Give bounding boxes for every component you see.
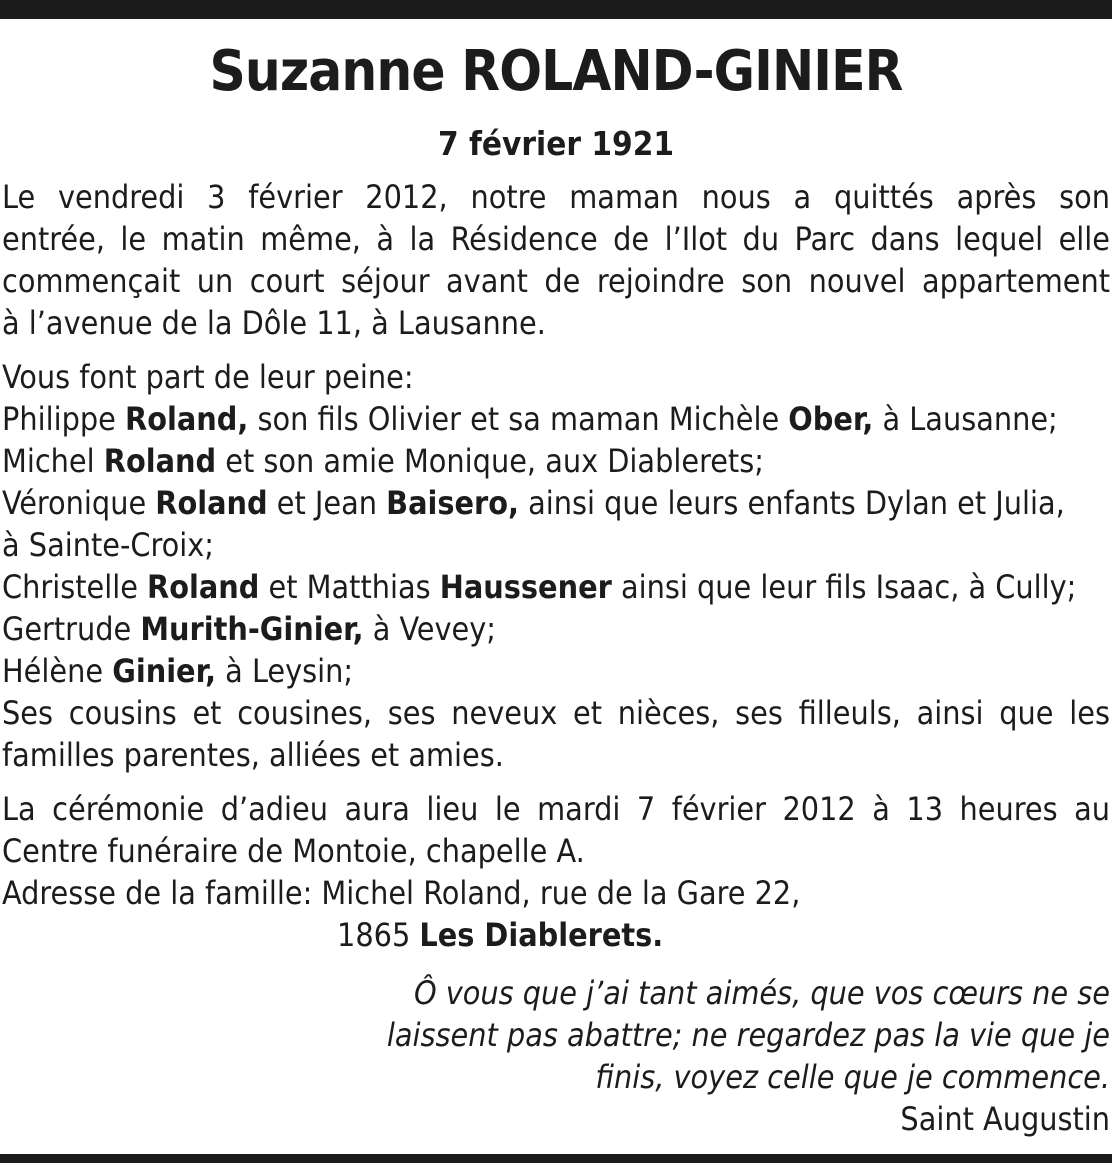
- mourner-line: Hélène Ginier, à Leysin;: [2, 652, 354, 690]
- bottom-rule: [0, 1154, 1112, 1163]
- quote-line: laissent pas abattre; ne regardez pas la vie que je: [386, 1016, 1110, 1054]
- quote-line: finis, voyez celle que je commence.: [595, 1058, 1110, 1096]
- mourner-line: Michel Roland et son amie Monique, aux Diablerets;: [2, 442, 764, 480]
- quote-author: Saint Augustin: [900, 1100, 1110, 1138]
- birth-date: 7 février 1921: [437, 124, 675, 163]
- notice-body: [2, 176, 1110, 956]
- relatives-line: Ses cousins et cousines, ses neveux et nièces, ses filleuls, ainsi que les: [2, 694, 1110, 732]
- mourner-line: Philippe Roland, son fils Olivier et sa maman Michèle Ober, à Lausanne;: [2, 400, 1058, 438]
- mourner-line: Christelle Roland et Matthias Haussener ainsi que leur fils Isaac, à Cully;: [2, 568, 1077, 606]
- intro-line: entrée, le matin même, à la Résidence de l’Ilot du Parc dans lequel elle: [2, 220, 1110, 258]
- family-address-city: 1865 Les Diablerets.: [337, 916, 664, 954]
- top-rule: [0, 0, 1112, 19]
- intro-line: Le vendredi 3 février 2012, notre maman nous a quittés après son: [2, 178, 1110, 216]
- intro-line: commençait un court séjour avant de rejoindre son nouvel appartement: [2, 262, 1110, 300]
- mourner-line: Véronique Roland et Jean Baisero, ainsi que leurs enfants Dylan et Julia,: [2, 484, 1065, 522]
- intro-line: à l’avenue de la Dôle 11, à Lausanne.: [2, 304, 546, 342]
- closing-quote: [310, 972, 1110, 1140]
- deceased-name: Suzanne ROLAND-GINIER: [209, 39, 903, 104]
- mourner-line: à Sainte-Croix;: [2, 526, 214, 564]
- relatives-line: familles parentes, alliées et amies.: [2, 736, 504, 774]
- mourner-line: Gertrude Murith-Ginier, à Vevey;: [2, 610, 496, 648]
- family-address: Adresse de la famille: Michel Roland, rue de la Gare 22,: [2, 874, 801, 912]
- ceremony-line: Centre funéraire de Montoie, chapelle A.: [2, 832, 585, 870]
- quote-line: Ô vous que j’ai tant aimés, que vos cœurs ne se: [413, 974, 1110, 1012]
- mourners-intro: Vous font part de leur peine:: [2, 358, 414, 396]
- ceremony-line: La cérémonie d’adieu aura lieu le mardi 7 février 2012 à 13 heures au: [2, 790, 1110, 828]
